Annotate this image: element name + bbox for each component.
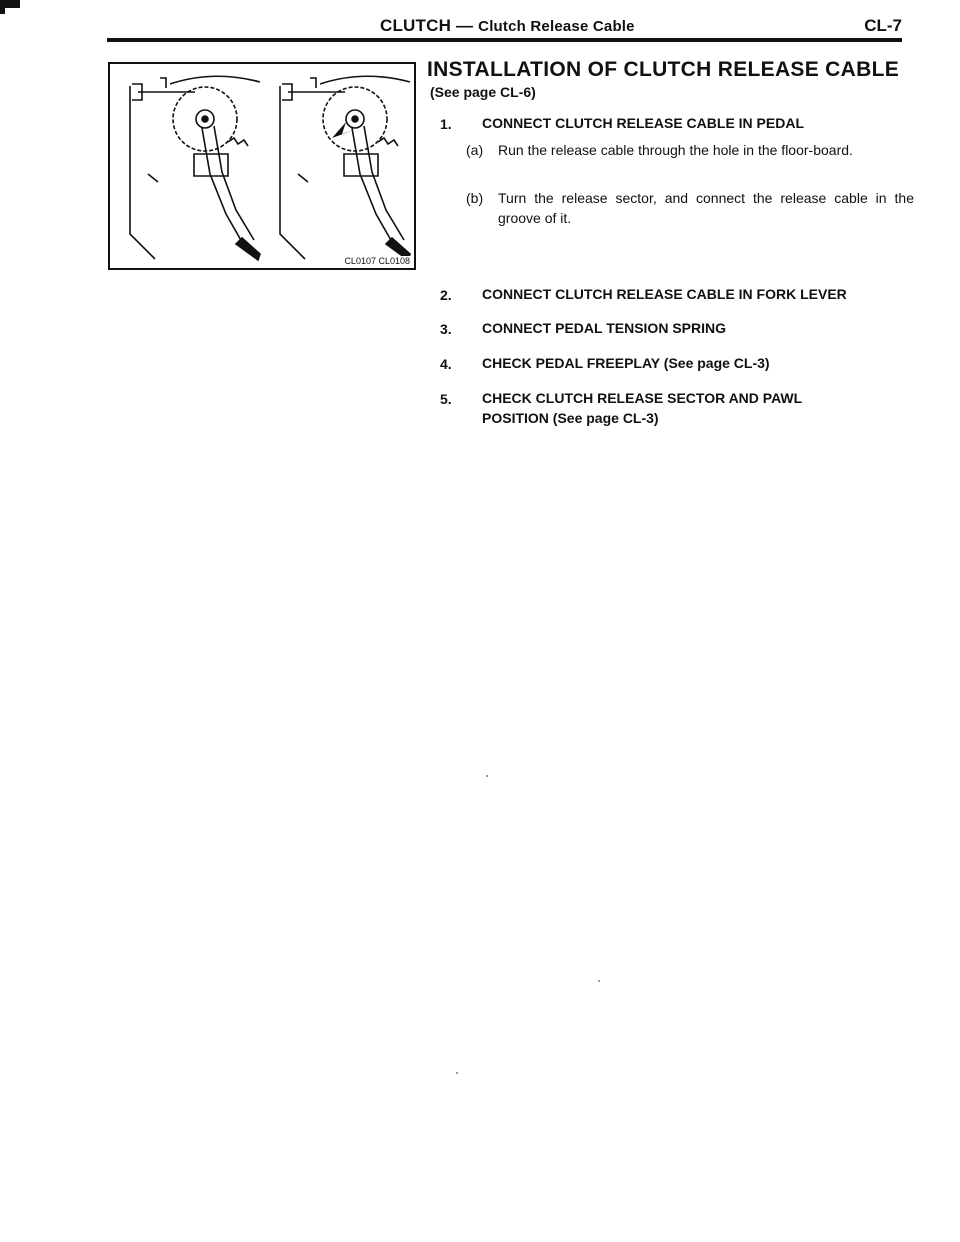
substep-label: (b) <box>466 190 484 206</box>
left-floorboard <box>130 86 155 259</box>
step-number: 1. <box>440 116 452 132</box>
pedal-illustration <box>108 62 416 270</box>
right-spring <box>378 138 398 146</box>
header-rule <box>107 38 902 42</box>
step-text: CHECK CLUTCH RELEASE SECTOR AND PAWL <box>482 390 803 406</box>
figure-caption: CL0107 CL0108 <box>344 256 410 266</box>
left-pedal-arm-edge <box>214 126 254 240</box>
left-bracket-hook <box>160 78 166 88</box>
header-dash: — <box>456 16 474 35</box>
running-header <box>380 16 635 36</box>
corner-crop-mark <box>0 0 20 8</box>
header-subsection: Clutch Release Cable <box>478 18 635 35</box>
right-sector-pin <box>352 116 358 122</box>
section-title: INSTALLATION OF CLUTCH RELEASE CABLE <box>427 58 899 81</box>
step-number: 5. <box>440 391 452 407</box>
right-floorboard <box>280 86 305 259</box>
right-bracket-hook <box>310 78 316 88</box>
section-reference: (See page CL-6) <box>430 84 536 100</box>
left-pedal-pad <box>236 238 260 260</box>
left-sector-pin <box>202 116 208 122</box>
step-number: 4. <box>440 356 452 372</box>
step-text: CONNECT CLUTCH RELEASE CABLE IN PEDAL <box>482 115 805 131</box>
right-pedal-arm <box>352 128 392 242</box>
step-text: CONNECT PEDAL TENSION SPRING <box>482 320 726 336</box>
right-pedal-arm-edge <box>364 126 404 240</box>
page-number: CL-7 <box>864 16 902 35</box>
substep-text: Turn the release sector, and connect the release cable in the groove of it. <box>498 190 914 226</box>
right-dash-panel <box>320 76 410 84</box>
left-pedal-arm <box>202 128 242 242</box>
pedal-drawing <box>110 64 414 268</box>
step-text: CHECK PEDAL FREEPLAY (See page CL-3) <box>482 355 770 371</box>
left-spring <box>228 138 248 146</box>
step-number: 3. <box>440 321 452 337</box>
scan-speck <box>598 980 600 982</box>
header-section: CLUTCH <box>380 16 452 35</box>
substep-label: (a) <box>466 142 484 158</box>
left-leader <box>148 174 158 182</box>
rotation-arrow-icon <box>332 122 354 138</box>
scan-speck <box>456 1072 458 1074</box>
step-number: 2. <box>440 287 452 303</box>
step-text-continued: POSITION (See page CL-3) <box>482 410 659 426</box>
right-leader <box>298 174 308 182</box>
substep-text: Run the release cable through the hole in the floor-board. <box>498 142 853 158</box>
scan-speck <box>486 775 488 777</box>
step-text: CONNECT CLUTCH RELEASE CABLE IN FORK LEVER <box>482 286 847 302</box>
left-dash-panel <box>170 76 260 84</box>
